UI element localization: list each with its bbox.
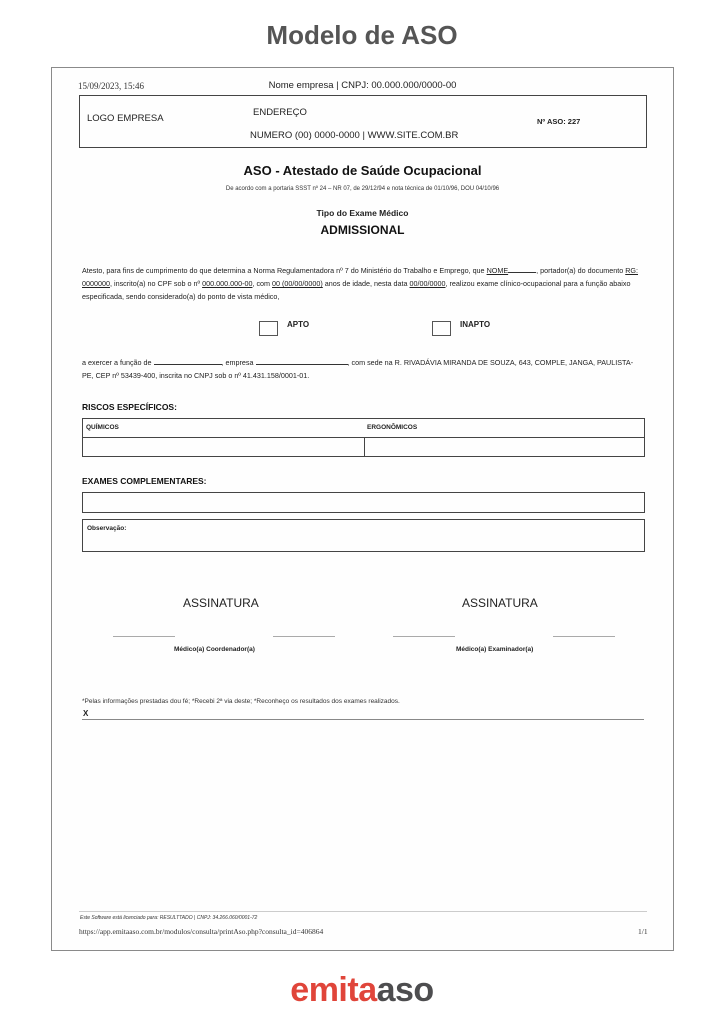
- patient-name-field[interactable]: NOME: [486, 266, 509, 275]
- age-field[interactable]: 00 (00/00/0000): [272, 279, 323, 288]
- attestation-text: Atesto, para fins de cumprimento do que determina a Norma Regulamentadora nº 7 do Ministério do Trabalho e Emprego, que: [82, 266, 487, 275]
- company-line: Nome empresa | CNPJ: 00.000.000/0000-00: [268, 80, 457, 91]
- footer-divider: [79, 911, 647, 912]
- print-url: https://app.emitaaso.com.br/modulos/consulta/printAso.php?consulta_id=406864: [79, 927, 324, 936]
- signature-line: [393, 636, 455, 637]
- function-text: , empresa: [221, 358, 256, 367]
- document-title: ASO - Atestado de Saúde Ocupacional: [243, 163, 482, 178]
- document-header-box: [79, 95, 647, 148]
- signature-line: [113, 636, 175, 637]
- attestation-text: anos de idade, nesta data: [322, 279, 410, 288]
- signature-placeholder-coordinator: ASSINATURA: [183, 596, 259, 610]
- page-heading: Modelo de ASO: [266, 20, 458, 50]
- company-logo-placeholder: LOGO EMPRESA: [87, 113, 164, 124]
- function-blank[interactable]: [154, 356, 222, 365]
- coordinator-role-label: Médico(a) Coordenador(a): [174, 646, 255, 653]
- function-paragraph: [82, 356, 642, 382]
- name-blank: [508, 264, 536, 273]
- emitaaso-logo: [0, 970, 724, 1010]
- company-address: ENDEREÇO: [253, 107, 307, 118]
- declaration-text: *Pelas informações prestadas dou fé; *Recebi 2ª via deste; *Reconheço os resultados dos exames realizados.: [82, 698, 400, 705]
- company-contact: NUMERO (00) 0000-0000 | WWW.SITE.COM.BR: [250, 130, 459, 141]
- risk-column-ergonomic: ERGONÔMICOS: [367, 424, 418, 431]
- employee-signature-line: [82, 719, 644, 720]
- apto-checkbox[interactable]: [259, 321, 278, 336]
- inapto-option[interactable]: [432, 320, 490, 336]
- exam-type-value: ADMISSIONAL: [320, 223, 405, 237]
- apto-option[interactable]: [259, 320, 309, 336]
- function-text: a exercer a função de: [82, 358, 154, 367]
- aso-number: Nº ASO: 227: [537, 117, 581, 126]
- exams-field[interactable]: [82, 492, 645, 513]
- attestation-text: , realizou exame clínico-ocupacional para a função abaixo especificada, sendo considerado(a) do ponto de vista médico,: [82, 279, 631, 301]
- function-text: , com sede na R. RIVADÁVIA MIRANDA DE SOUZA, 643, COMPLE, JANGA, PAULISTA-PE, CEP nº 53439-400, inscrita no CNPJ sob o nº 41.431.158/0001-01.: [82, 358, 634, 380]
- result-options: [52, 320, 673, 340]
- apto-label: APTO: [287, 320, 310, 329]
- exam-date-field[interactable]: 00/00/0000: [409, 279, 446, 288]
- company-blank[interactable]: [256, 356, 348, 365]
- attestation-paragraph: [82, 264, 642, 303]
- observation-label: Observação:: [87, 525, 127, 532]
- exam-type-label: Tipo do Exame Médico: [316, 208, 409, 218]
- signature-placeholder-examiner: ASSINATURA: [462, 596, 538, 610]
- attestation-text: , portador(a) do documento: [536, 266, 626, 275]
- risks-cell-divider: [364, 437, 365, 456]
- inapto-label: INAPTO: [460, 320, 491, 329]
- attestation-text: , com: [252, 279, 273, 288]
- observation-field[interactable]: [82, 519, 645, 552]
- license-text: Este Software está licenciado para: RESULTTADO | CNPJ: 34.266.060/0001-72: [80, 915, 258, 921]
- page-number: 1/1: [638, 927, 648, 936]
- risk-column-chemical: QUÍMICOS: [86, 424, 119, 431]
- signature-line: [273, 636, 335, 637]
- risks-header-row: [83, 419, 644, 438]
- aso-document: [51, 67, 674, 951]
- logo-part-aso: aso: [376, 971, 434, 1009]
- document-subtitle: De acordo com a portaria SSST nº 24 – NR 07, de 29/12/94 e nota técnica de 01/10/96, DOU 04/10/96: [225, 186, 500, 192]
- rg-field[interactable]: RG: 0000000: [82, 266, 639, 288]
- attestation-text: , inscrito(a) no CPF sob o nº: [109, 279, 203, 288]
- x-mark: X: [83, 709, 89, 718]
- logo-part-emita: emita: [290, 971, 377, 1009]
- signature-line: [553, 636, 615, 637]
- print-date: 15/09/2023, 15:46: [78, 81, 145, 91]
- inapto-checkbox[interactable]: [432, 321, 451, 336]
- cpf-field[interactable]: 000.000.000-00: [202, 279, 253, 288]
- examiner-role-label: Médico(a) Examinador(a): [456, 646, 534, 653]
- risks-table: [82, 418, 645, 457]
- risks-title: RISCOS ESPECÍFICOS:: [82, 402, 177, 412]
- exams-title: EXAMES COMPLEMENTARES:: [82, 476, 207, 486]
